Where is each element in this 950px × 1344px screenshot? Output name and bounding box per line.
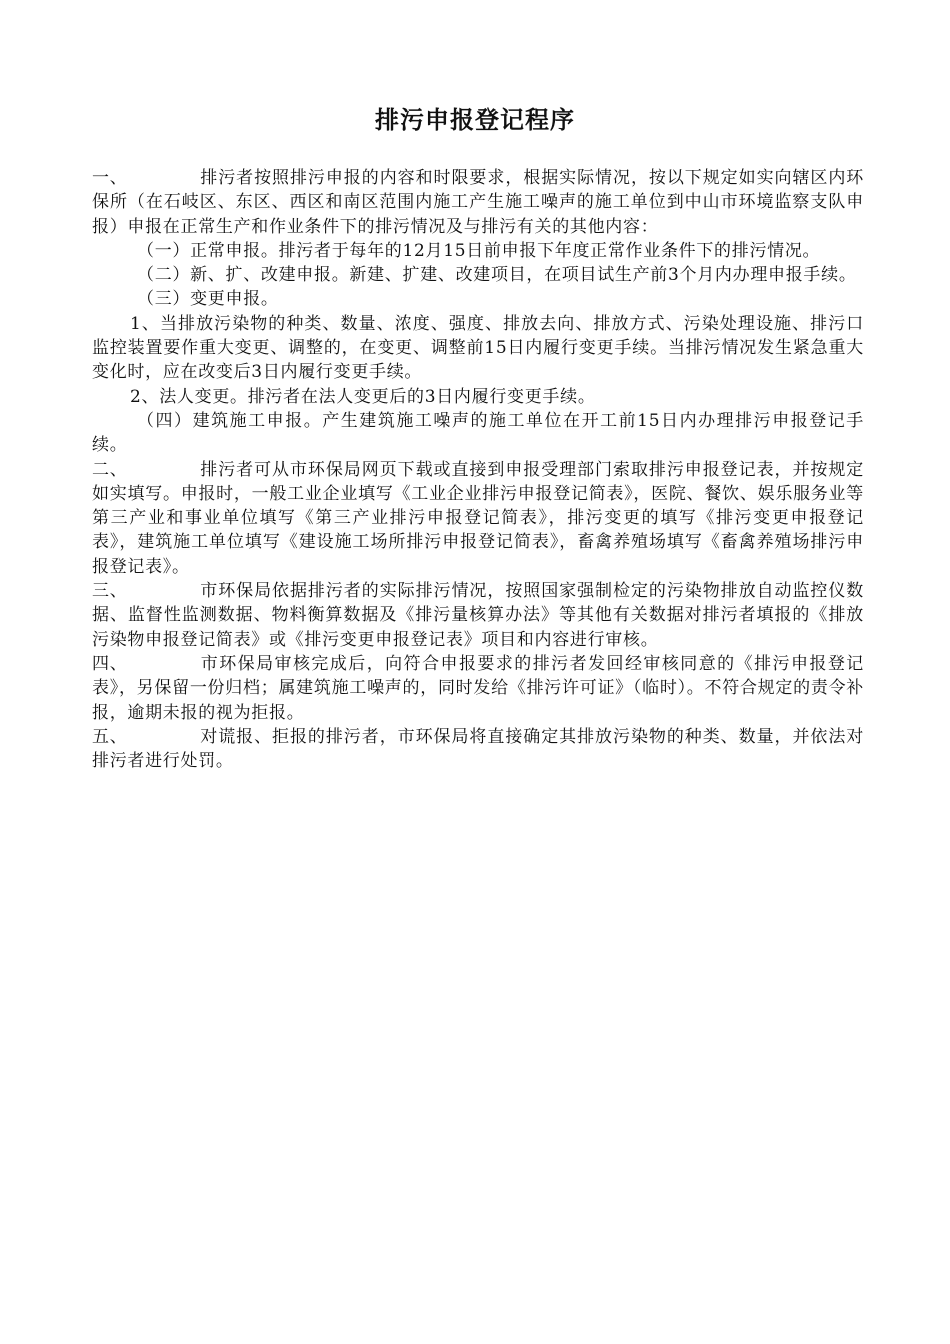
section-4-number: 四、 (92, 653, 128, 674)
section-1-item-1: （一）正常申报。排污者于每年的12月15日前申报下年度正常作业条件下的排污情况。 (137, 240, 821, 261)
section-1-number: 一、 (92, 168, 128, 188)
section-2 (92, 458, 864, 579)
section-3-number: 三、 (92, 581, 128, 602)
section-1-item-2: （二）新、扩、改建申报。新建、扩建、改建项目，在项目试生产前3个月内办理申报手续。 (137, 265, 857, 286)
section-1-item-3-1: 1、当排放污染物的种类、数量、浓度、强度、排放去向、排放方式、污染处理设施、排污口监控装置要作重大变更、调整的，在变更、调整前15日内履行变更手续。当排污情况发生紧急重大变化时，应在改变后3日内履行变更手续。 (92, 313, 864, 383)
section-2-number: 二、 (92, 459, 128, 480)
document-body (92, 166, 864, 773)
section-2-text: 排污者可从市环保局网页下载或直接到申报受理部门索取排污申报登记表，并按规定如实填写。申报时，一般工业企业填写《工业企业排污申报登记简表》，医院、餐饮、娱乐服务业等第三产业和事业单位填写《第三产业排污申报登记简表》，排污变更的填写《排污变更申报登记表》，建筑施工单位填写《建设施工场所排污申报登记简表》，畜禽养殖场填写《畜禽养殖场排污申报登记表》。 (92, 459, 864, 577)
section-1-item-3-2: 2、法人变更。排污者在法人变更后的3日内履行变更手续。 (130, 386, 596, 407)
section-5-number: 五、 (92, 726, 128, 747)
section-5 (92, 725, 864, 774)
section-4 (92, 652, 864, 725)
section-5-text: 对谎报、拒报的排污者，市环保局将直接确定其排放污染物的种类、数量，并依法对排污者进行处罚。 (92, 726, 864, 772)
section-1 (92, 166, 864, 239)
section-1-item-4: （四）建筑施工申报。产生建筑施工噪声的施工单位在开工前15日内办理排污申报登记手续。 (92, 410, 864, 456)
section-1-text: 排污者按照排污申报的内容和时限要求，根据实际情况，按以下规定如实向辖区内环保所（在石岐区、东区、西区和南区范围内施工产生施工噪声的施工单位到中山市环境监察支队申报）申报在正常生产和作业条件下的排污情况及与排污有关的其他内容： (92, 168, 864, 237)
document-title: 排污申报登记程序 (375, 106, 575, 134)
section-1-item-3: （三）变更申报。 (137, 289, 279, 310)
section-3 (92, 579, 864, 652)
section-3-text: 市环保局依据排污者的实际排污情况，按照国家强制检定的污染物排放自动监控仪数据、监督性监测数据、物料衡算数据及《排污量核算办法》等其他有关数据对排污者填报的《排放污染物申报登记简表》或《排污变更申报登记表》项目和内容进行审核。 (92, 581, 864, 650)
section-4-text: 市环保局审核完成后，向符合申报要求的排污者发回经审核同意的《排污申报登记表》，另保留一份归档；属建筑施工噪声的，同时发给《排污许可证》（临时）。不符合规定的责令补报，逾期未报的视为拒报。 (92, 653, 864, 723)
